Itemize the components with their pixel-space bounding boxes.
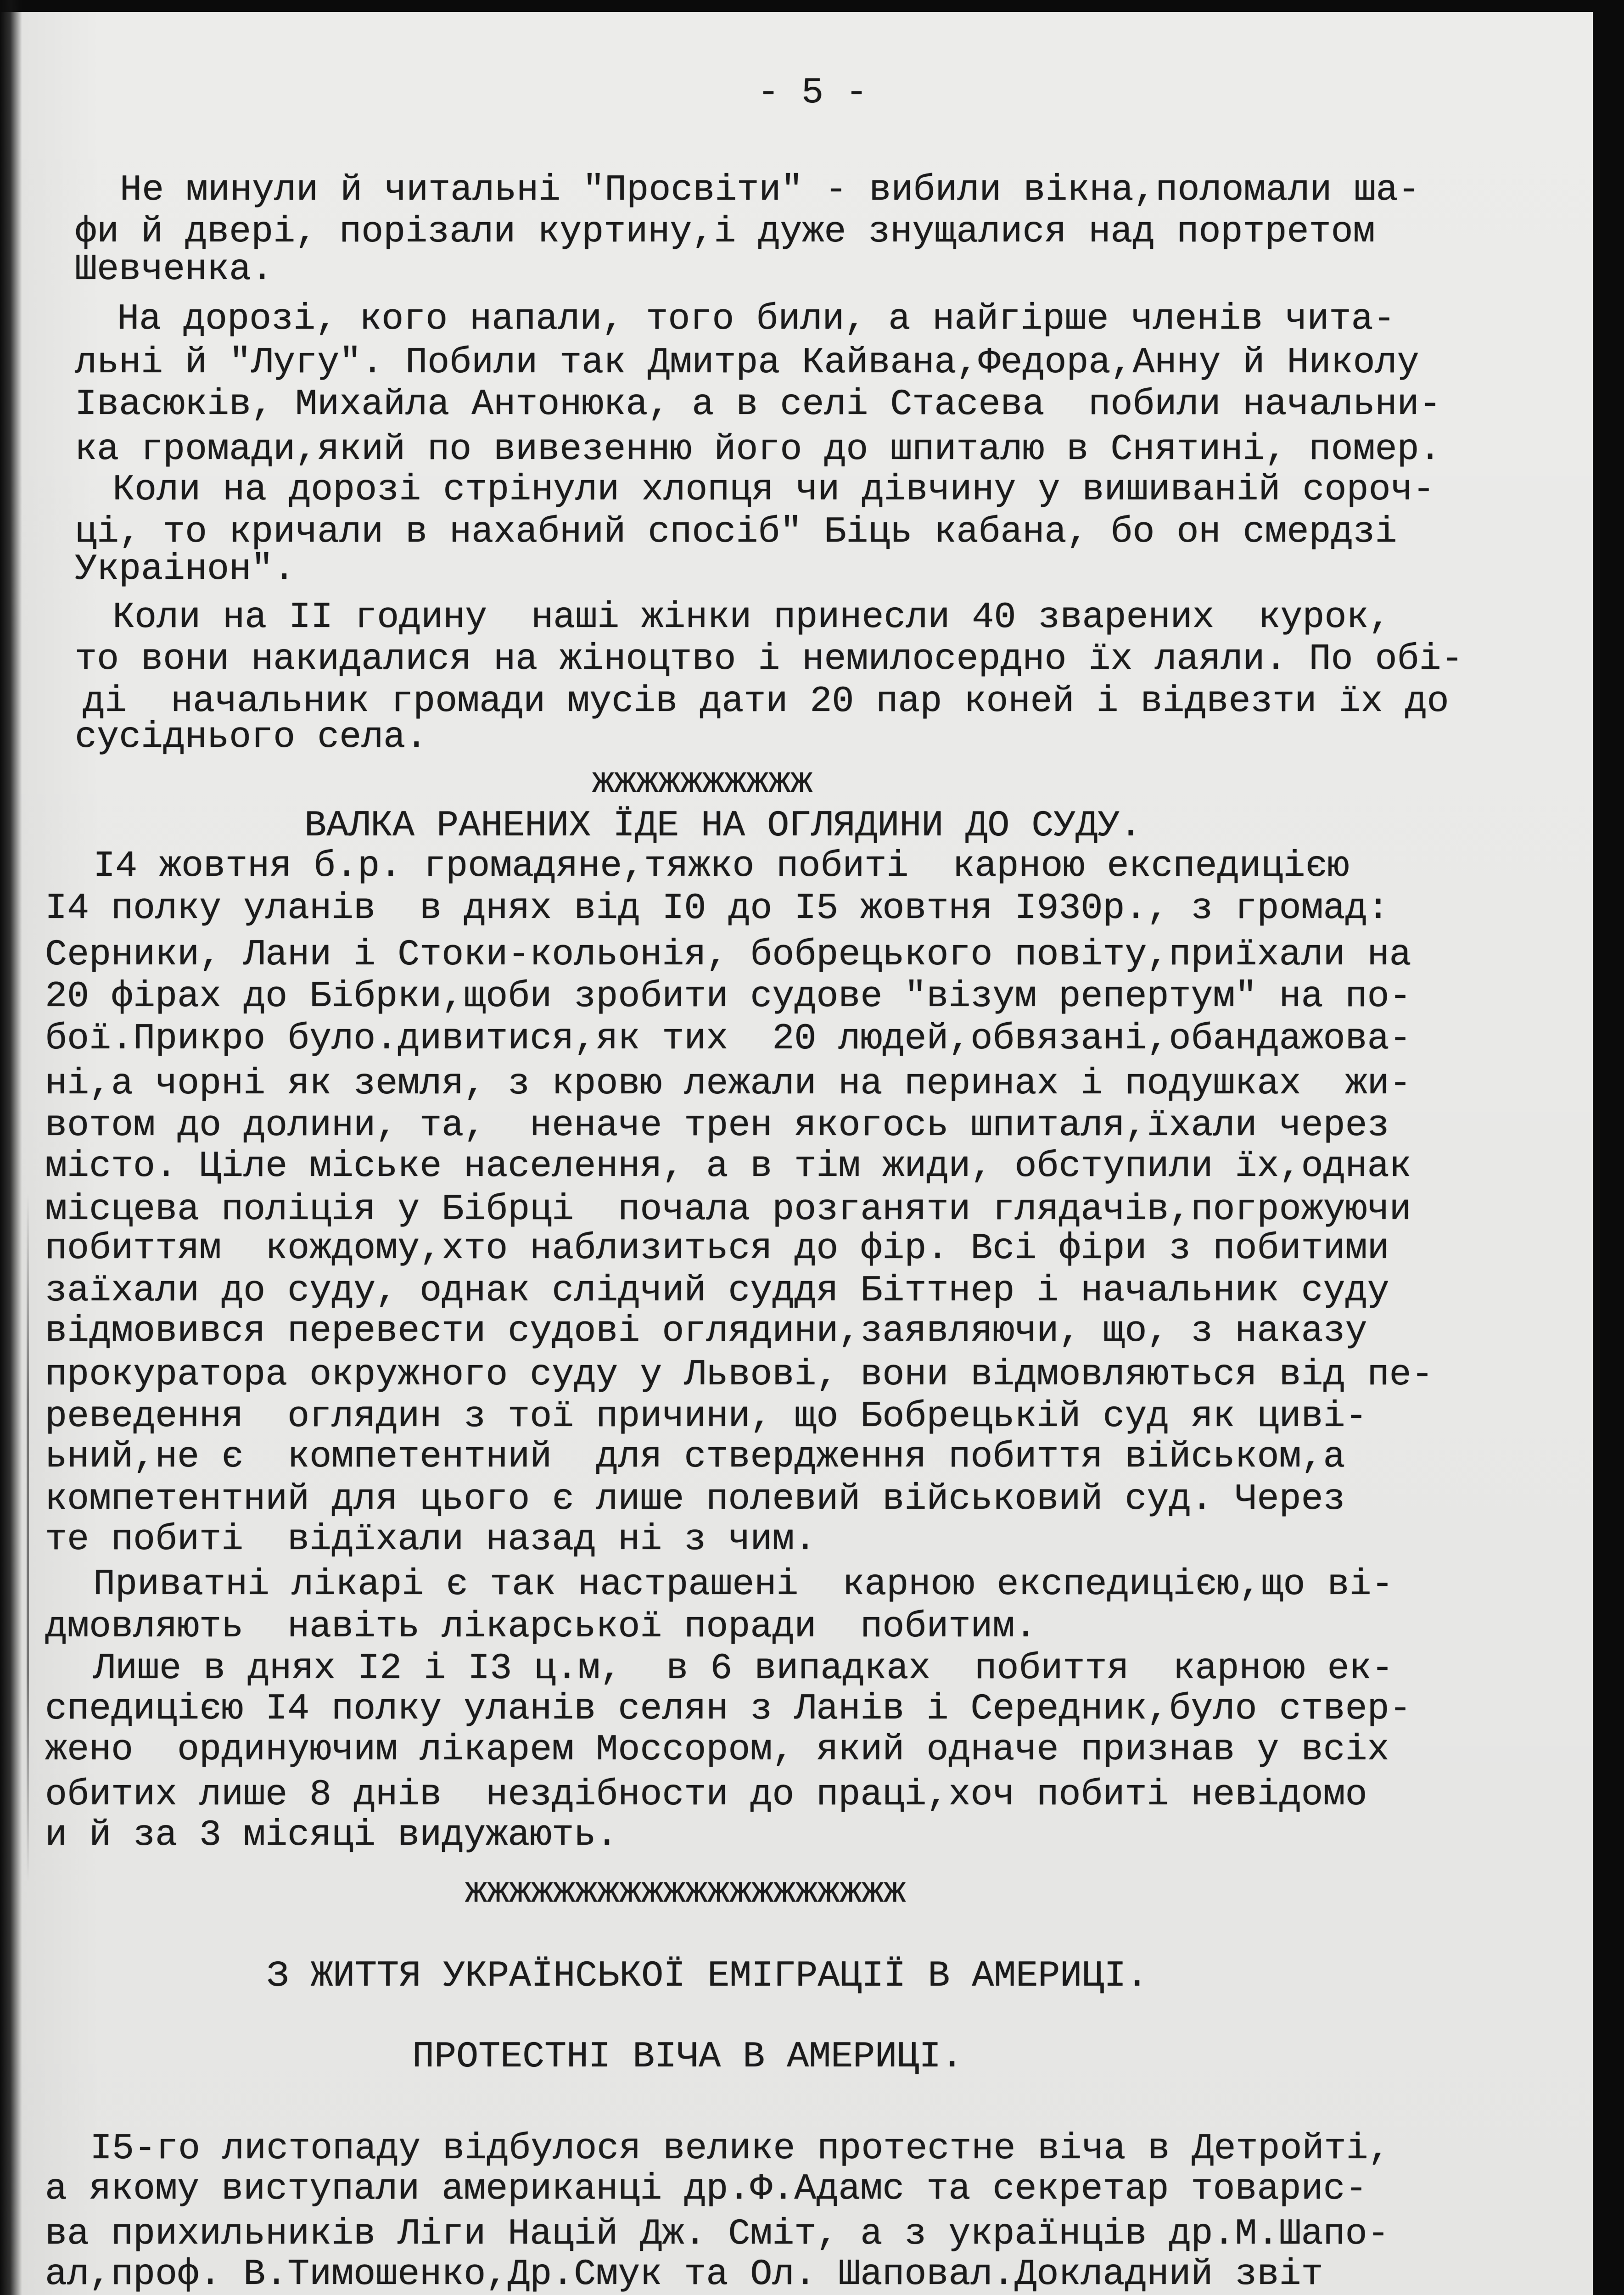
page-number: - 5 - [757,72,868,114]
scan-border-top [0,0,1624,12]
section-subheading: ПРОТЕСТНІ ВІЧА В АМЕРИЦІ. [412,2036,963,2078]
text-line: ці, то кричали в нахабний спосіб" Біць кабана, бо он смердзі [75,511,1397,553]
text-line: На дорозі, кого напали, того били, а найгірше членів чита- [117,298,1395,340]
text-line: обитих лише 8 днів нездібности до праці,хоч побиті невідомо [45,1774,1367,1816]
text-line: спедицією І4 полку уланів селян з Ланів і Середник,було ствер- [45,1688,1411,1730]
text-line: Серники, Лани і Стоки-кольонія, бобрецького повіту,приїхали на [45,934,1411,976]
text-line: І5-го листопаду відбулося велике протестне віча в Детройті, [90,2128,1390,2170]
text-line: І4 жовтня б.р. громадяне,тяжко побиті карною експедицією [93,845,1350,887]
text-line: ьний,не є компетентний для ствердження побиття військом,а [45,1436,1345,1478]
text-line: Коли на ІІ годину наші жінки принесли 40 зварених курок, [112,597,1391,638]
text-line: місцева поліція у Бібрці почала розганяти глядачів,погрожуючи [45,1189,1411,1231]
separator: жжжжжжжжжжжжжжжжжжжж [465,1871,906,1913]
section-heading: ВАЛКА РАНЕНИХ ЇДЕ НА ОГЛЯДИНИ ДО СУДУ. [304,805,1142,847]
text-line: ді начальник громади мусів дати 20 пар коней і відвезти їх до [83,681,1449,722]
text-line: Приватні лікарі є так настрашені карною експедицією,що ві- [93,1564,1394,1606]
text-line: бої.Прикро було.дивитися,як тих 20 людей,обвязані,обандажова- [45,1018,1411,1060]
text-line: прокуратора окружного суду у Львові, вони відмовляються від пе- [45,1354,1434,1396]
text-line: Шевченка. [75,249,274,291]
text-line: Не минули й читальні "Просвіти" - вибили вікна,поломали ша- [120,169,1420,211]
text-line: и й за 3 місяці видужають. [45,1814,618,1856]
text-line: реведення оглядин з тої причини, що Бобрецькій суд як циві- [45,1396,1367,1438]
text-line: Украінон". [75,549,296,590]
text-line: відмовився перевести судові оглядини,заявляючи, що, з наказу [45,1310,1367,1352]
text-line: 20 фірах до Бібрки,щоби зробити судове "візум репертум" на по- [45,976,1411,1018]
text-line: жено ординуючим лікарем Моссором, який одначе признав у всіх [45,1729,1389,1771]
text-line: то вони накидалися на жіноцтво і немилосердно їх лаяли. По обі- [75,638,1463,680]
text-line: те побиті відїхали назад ні з чим. [45,1519,817,1561]
text-line: фи й двері, порізали куртину,і дуже знущалися над портретом [75,211,1375,253]
text-line: Івасюків, Михайла Антонюка, а в селі Стасева побили начальни- [75,384,1441,425]
section-heading: З ЖИТТЯ УКРАЇНСЬКОЇ ЕМІГРАЦІЇ В АМЕРИЦІ. [267,1955,1148,1997]
text-line: ал,проф. В.Тимошенко,Др.Смук та Ол. Шаповал.Докладний звіт [45,2254,1323,2295]
text-line: заїхали до суду, однак слідчий суддя Біттнер і начальник суду [45,1270,1389,1312]
text-line: І4 полку уланів в днях від І0 до І5 жовтня І930р., з громад: [45,888,1389,929]
scan-scratch [27,1193,29,1882]
text-line: ва прихильників Ліги Націй Дж. Сміт, а з українців др.М.Шапо- [45,2213,1389,2255]
text-line: вотом до долини, та, неначе трен якогось шпиталя,їхали через [45,1105,1389,1147]
text-line: льні й "Лугу". Побили так Дмитра Кайвана,Федора,Анну й Николу [75,342,1419,384]
separator: жжжжжжжжжж [592,761,813,803]
text-line: сусіднього села. [75,716,428,758]
text-line: побиттям кождому,хто наблизиться до фір. Всі фіри з побитими [45,1228,1389,1270]
text-line: компетентний для цього є лише полевий військовий суд. Через [45,1478,1345,1520]
text-line: Лише в днях І2 і І3 ц.м, в 6 випадках побиття карною ек- [93,1648,1394,1690]
scan-border-left [0,0,22,2295]
text-line: ка громади,який по вивезенню його до шпиталю в Снятині, помер. [75,429,1441,470]
text-line: а якому виступали американці др.Ф.Адамс та секретар товарис- [45,2168,1367,2210]
scan-border-right [1593,0,1624,2295]
text-line: ні,а чорні як земля, з кровю лежали на перинах і подушках жи- [45,1063,1411,1105]
text-line: Коли на дорозі стрінули хлопця чи дівчину у вишиваній сороч- [112,469,1435,511]
text-line: місто. Ціле міське населення, а в тім жиди, обступили їх,однак [45,1146,1411,1187]
text-line: дмовляють навіть лікарської поради побитим. [45,1606,1037,1648]
